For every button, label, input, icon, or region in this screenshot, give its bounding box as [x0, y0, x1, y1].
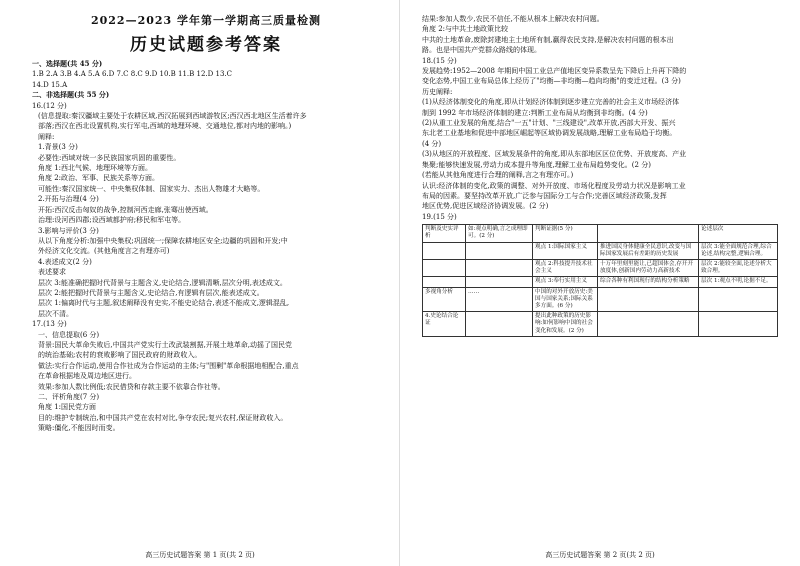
page1-text-line: 层次 2:能把握时代背景与主题含义,史论结合,有逻辑有层次,能表述成文。	[38, 288, 264, 297]
page1-text-line: 策略:僵化,不能因时而变。	[38, 424, 120, 433]
page1-content	[32, 59, 380, 434]
page1-text-line: 角度 1:国民党方面	[38, 403, 97, 412]
page1-text-line: 可能性:秦汉国家统一、中央集权体制、国家实力、杰出人物雄才大略等。	[38, 184, 265, 193]
table-row	[423, 287, 778, 312]
page1-text-line: 表述要求	[38, 268, 66, 277]
q19-answer-table	[422, 224, 778, 337]
page2-text-line: (4 分)	[422, 139, 442, 148]
table-cell: 中国的对外开放历史:美国与国家关系;国际关系多方面。(6 分)	[533, 287, 598, 312]
page2-text-line: 角度 2:与中共土地政策比较	[422, 25, 509, 34]
page1-text-line: 层次不清。	[38, 309, 73, 318]
table-cell	[466, 242, 533, 259]
table-cell: 判断及史实评析	[423, 225, 466, 242]
table-cell: 如:观点明确,言之成理即可。(2 分)	[466, 225, 533, 242]
table-cell: 层次 2:能较全面,论述分析大致合理。	[699, 259, 778, 276]
page1-text-line: 外经济文化交流。(其他角度言之有理亦可)	[38, 247, 170, 256]
table-cell	[466, 259, 533, 276]
page2-text-line: 19.(15 分)	[422, 212, 457, 221]
exam-header: 2022—2023 学年第一学期高三质量检测	[90, 14, 322, 27]
table-cell: ……	[466, 287, 533, 312]
page2-text-line: 集聚;能够快速发展,劳动力成本提升等角度,理解工业布局趋势变化。(2 分)	[422, 160, 651, 169]
page2-text-line: 结果:参加人数少,农民不信任,不能从根本上解决农村问题。	[422, 15, 604, 23]
page2-text-line: 布局的因素。要坚持改革开放,广泛参与国际分工与合作;完善区域经济政策,发挥	[422, 191, 667, 200]
table-row	[423, 225, 778, 242]
table-row	[423, 312, 778, 337]
page1-text-line: 二、评析角度(7 分)	[38, 393, 100, 401]
table-row	[423, 277, 778, 287]
table-cell: 4.史论结合论证	[423, 312, 466, 337]
page1-text-line: 阐释:	[38, 132, 55, 141]
page2-text-line: 发展趋势:1952—2008 年期间中国工业总产值地区变异系数呈先下降后上升再下降的	[422, 67, 687, 76]
page1-text-line: 2.开拓与治理(4 分)	[38, 195, 99, 204]
page1-text-line: 的统治基础;农村的衰败影响了国民政府的财政收入。	[38, 351, 202, 360]
page1-text-line: 从以下角度分析:加强中央集权;巩固统一;保障农耕地区安全;边疆的巩固和开发;中	[38, 236, 288, 245]
table-cell	[598, 312, 699, 337]
page1-footer: 高三历史试题答案 第 1 页(共 2 页)	[145, 551, 255, 559]
page2-text-line: (1)从经济体制变化的角度,即从计划经济体制到逐步建立完善的社会主义市场经济体	[422, 98, 680, 107]
page1-text-line: 3.影响与评价(3 分)	[38, 226, 99, 235]
table-cell	[598, 225, 699, 242]
page1-text-line: 层次 1:偏离时代与主题,叙述阐释没有史实,不能史论结合,表述不能成文,逻辑混乱,	[38, 299, 290, 308]
table-cell	[466, 277, 533, 287]
table-cell: 观点 1:国际国家主义	[533, 242, 598, 259]
page2-text-line: 地区优势,促进区域经济协调发展。(2 分)	[422, 202, 549, 211]
table-cell	[699, 312, 778, 337]
page2-text-line: (3)从地区的开放程度、区域发展条件的角度,即从东部地区区位优势、开放度高、产业	[422, 150, 687, 159]
page1-text-line: 角度 1:西北气候、地理环境等方面。	[38, 164, 153, 173]
page1-text-line: (信息提取:秦汉疆域主要处于农耕区域,西汉拓展到西域游牧区;西汉西北地区生活着许多	[38, 112, 307, 121]
page2-text-line: (若能从其他角度进行合理的阐释,言之有理亦可。)	[422, 171, 574, 180]
page1-text-line: 背景:国民大革命失败后,中国共产党实行土改武装割据,开展土地革命,动摇了国民党	[38, 340, 293, 349]
page1-text-line: 在革命根据地及周边地区进行。	[38, 372, 136, 381]
page2-text-line: 变化态势,中国工业布局总体上经历了"均衡—非均衡—趋向均衡"的变迁过程。(3 分)	[422, 77, 681, 86]
table-cell: 观点 3:奉行实用主义	[533, 277, 598, 287]
answer-page-2	[400, 0, 800, 566]
page1-text-line: 效果:参加人数比例低;农民借贷和存款主要不依靠合作社等。	[38, 382, 225, 391]
table-cell	[598, 287, 699, 312]
table-cell: 论述层次	[699, 225, 778, 242]
table-cell: 层次 3:能全面规范合理,综合论述,结构完整,逻辑合理。	[699, 242, 778, 259]
page2-text-line: 制到 1992 年市场经济体制的建立:判断工业布局从均衡到非均衡。(4 分)	[422, 108, 648, 117]
page2-text-line: 路。也是中国共产党群众路线的体现。	[422, 46, 541, 55]
table-cell: 层次 1:观点不明,论据不足。	[699, 277, 778, 287]
page1-text-line: 一、信息提取(6 分)	[38, 330, 100, 339]
table-cell: 综合各种有利国现行的结构分析策略	[598, 277, 699, 287]
page2-text-line: 18.(15 分)	[422, 56, 457, 65]
page1-text-line: 1.B 2.A 3.B 4.A 5.A 6.D 7.C 8.C 9.D 10.B 11.B 12.D 13.C	[32, 70, 232, 79]
page1-text-line: 14.D 15.A	[32, 80, 68, 89]
page2-text-line: 认识:经济体制的变化,政策的调整、对外开放度、市场化程度及劳动力状况是影响工业	[422, 181, 686, 190]
page1-text-line: 角度 2:政治、军事、民族关系等方面。	[38, 174, 160, 183]
page1-text-line: 部落;西汉在西北设置机构,实行军屯,西域的地理环境、交通地位,都对内地的影响。)	[38, 122, 292, 131]
page1-text-line: 做法:实行合作运动,使用合作社成为合作运动的主体;与"围剿"革命根据地相配合,重点	[38, 361, 299, 370]
table-row	[423, 259, 778, 276]
table-cell	[423, 277, 466, 287]
table-row	[423, 242, 778, 259]
page2-text-line: 东北老工业基地和促进中部地区崛起等区域协调发展战略,理解工业布局趋于均衡。	[422, 129, 677, 138]
page2-text-line: 中共的土地革命,废除封建地主土地所有制,赢得农民支持,是解决农村问题的根本出	[422, 35, 674, 44]
page1-text-line: 开拓:西汉反击匈奴的战争,控制河西走廊,张骞出使西域。	[38, 205, 213, 214]
page1-text-line: 17.(13 分)	[32, 320, 67, 329]
page2-text-line: (2)从重工业发展的角度,结合"一五"计划、"三线建设",改革开放,西部大开发、振兴	[422, 119, 676, 128]
page-title: 历史试题参考答案	[130, 35, 282, 55]
page2-footer: 高三历史试题答案 第 2 页(共 2 页)	[545, 551, 655, 559]
table-cell: 判断证据(5 分)	[533, 225, 598, 242]
table-cell	[466, 312, 533, 337]
page1-text-line: 4.表述成文(2 分)	[38, 257, 92, 266]
table-cell	[423, 242, 466, 259]
table-cell	[699, 287, 778, 312]
page1-text-line: 二、非选择题(共 55 分)	[32, 90, 110, 100]
table-cell: 提出此种政策的历史影响:如何影响中国的社会变化和发展。(2 分)	[533, 312, 598, 337]
page1-text-line: 16.(12 分)	[32, 101, 67, 110]
page2-text-line: 历史阐释:	[422, 87, 453, 96]
page1-text-line: 必要性:西域对统一多民族国家巩固的重要性。	[38, 153, 181, 162]
page2-content	[422, 14, 780, 222]
page1-text-line: 层次 3:能准确把握时代背景与主题含义,史论结合,逻辑清晰,层次分明,表述成文。	[38, 278, 287, 287]
page1-text-line: 一、选择题(共 45 分)	[32, 59, 103, 68]
table-cell: 推进国民身体健康全民意识,改变与国际国家发展后有差距的历史发展	[598, 242, 699, 259]
table-cell: 观点 2:科技提升技术社会主义	[533, 259, 598, 276]
page1-text-line: 目的:维护专制统治,和中国共产党在农村对比,争夺农民;复兴农村,保证财政收入。	[38, 413, 288, 422]
table-cell: 多视角分析	[423, 287, 466, 312]
page1-text-line: 1.背景(3 分)	[38, 143, 78, 152]
table-cell: 十万年里刻里能让,已超国体会,存开开放度体,创新国内劳动力高新技术	[598, 259, 699, 276]
table-cell	[423, 259, 466, 276]
page1-text-line: 治理:设河西四郡;设西域都护府;移民和军屯等。	[38, 216, 186, 225]
